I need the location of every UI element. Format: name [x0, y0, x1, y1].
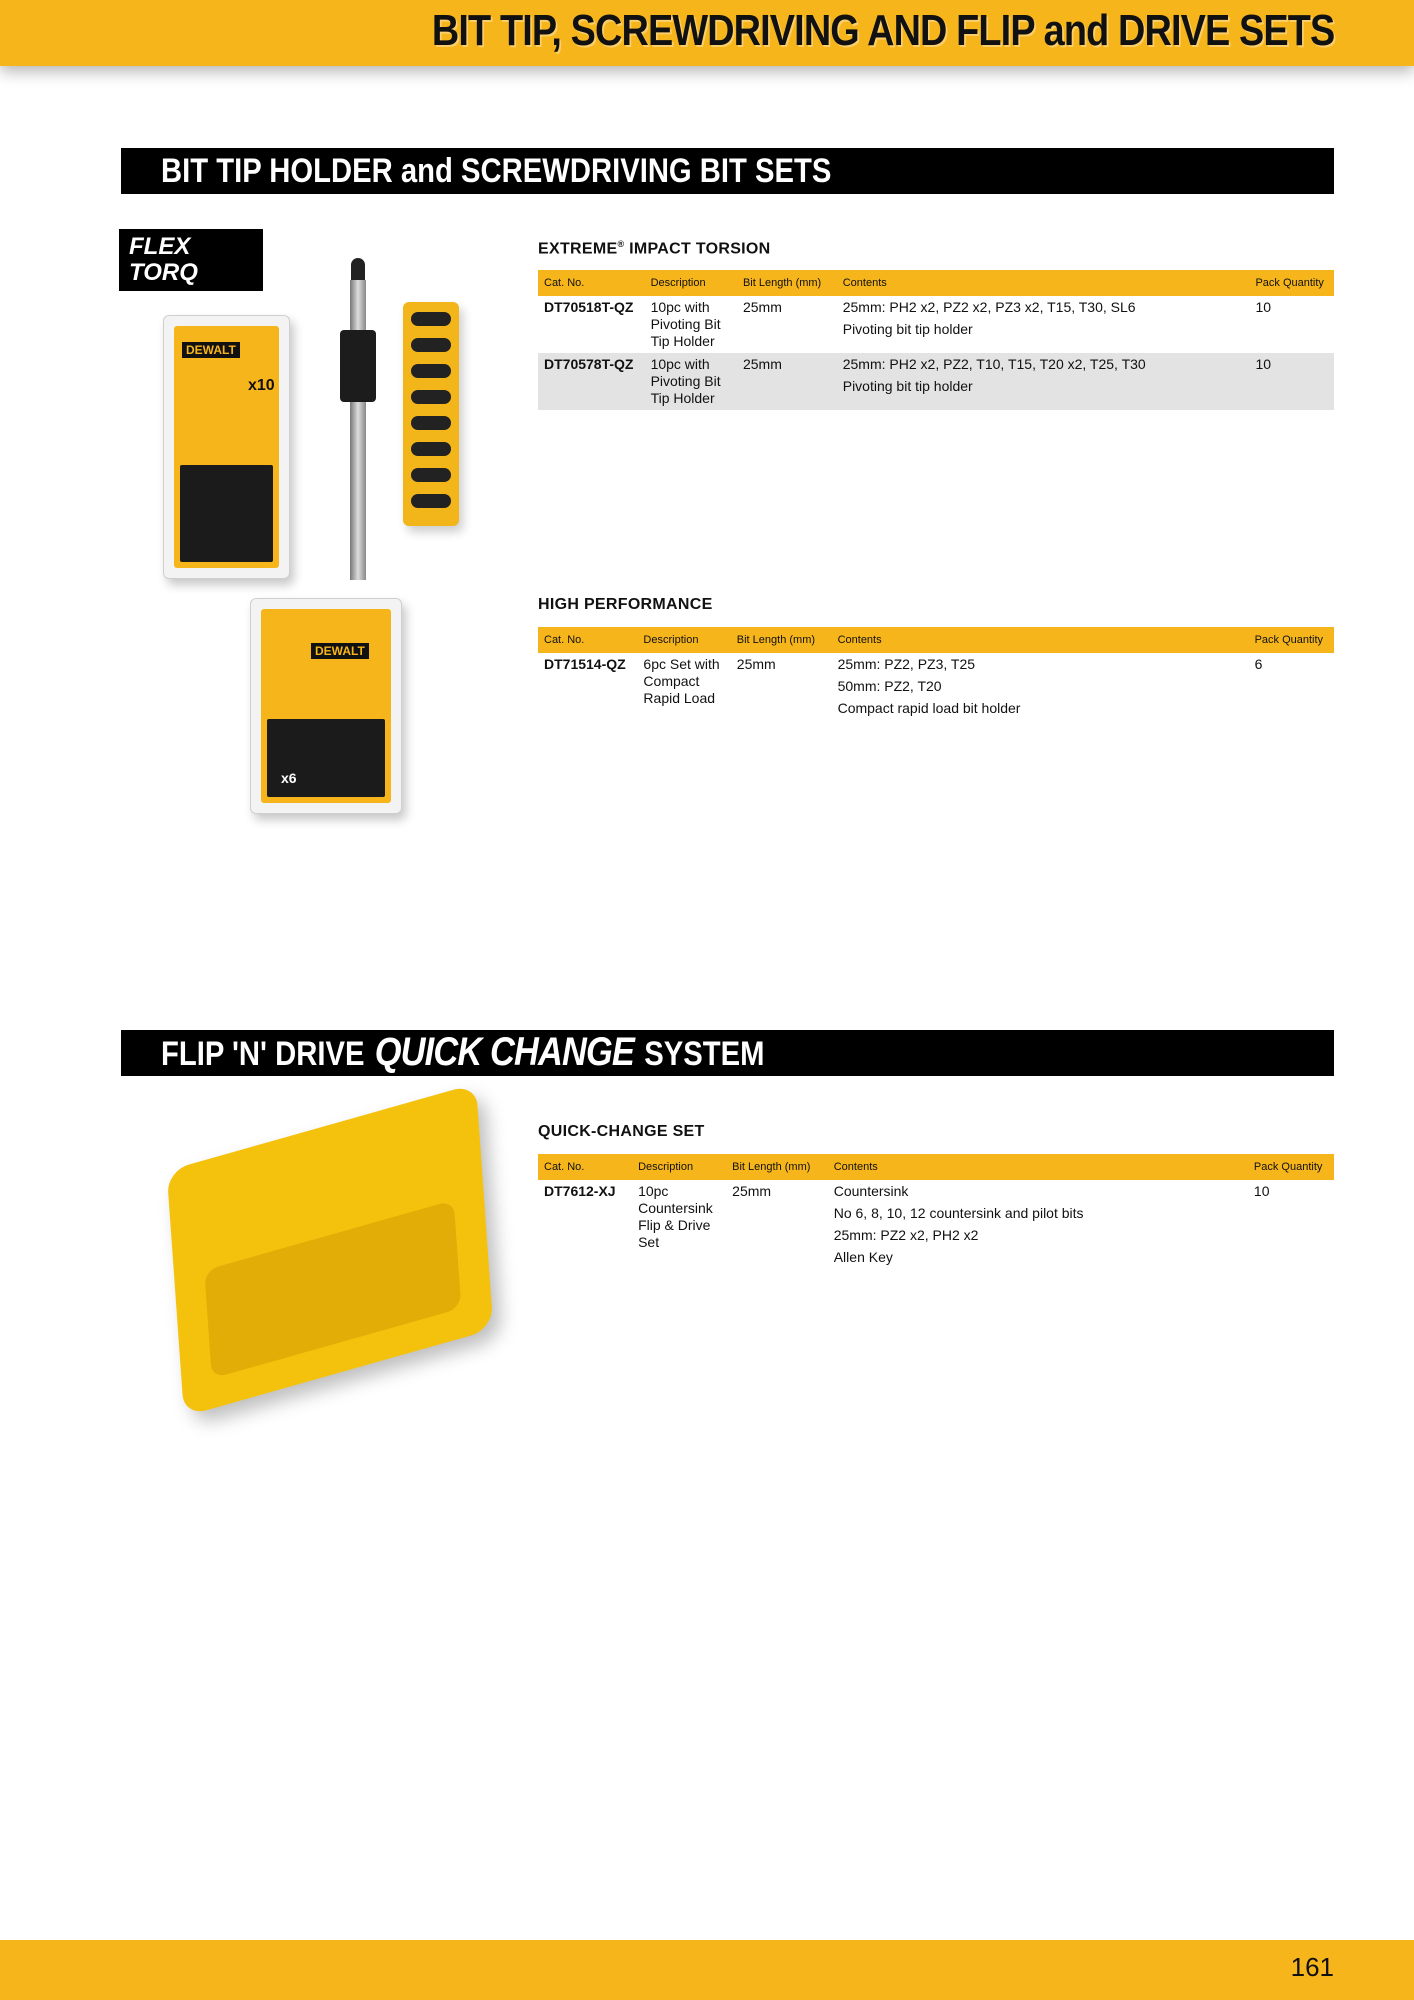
bit-holder-collar: [340, 330, 376, 402]
logo-line-1: FLEX: [129, 233, 191, 260]
contents-line: Countersink: [833, 1183, 909, 1199]
contents-line: No 6, 8, 10, 12 countersink and pilot bits: [833, 1205, 1084, 1221]
cell-description: 10pc Countersink Flip & Drive Set: [638, 1183, 713, 1250]
bit: [411, 416, 451, 430]
spec-table-high-performance: [538, 627, 1334, 725]
spec-table-extreme: [538, 270, 1334, 410]
product-image-pack-6: [250, 598, 402, 814]
cell-cat-no: DT70578T-QZ: [538, 353, 645, 410]
bit: [411, 364, 451, 378]
contents-line: 25mm: PZ2, PZ3, T25: [837, 656, 976, 672]
page-number: 161: [1290, 1952, 1334, 1982]
flextorq-logo: [119, 229, 263, 291]
contents-line: 25mm: PZ2 x2, PH2 x2: [833, 1227, 979, 1243]
product-image-quick-change-case: [167, 1083, 494, 1416]
cell-contents: [837, 353, 1250, 410]
table-row: [538, 1180, 1334, 1274]
case-tray: [204, 1200, 461, 1379]
col-header-bit-length: Bit Length (mm): [737, 270, 837, 296]
group-heading-high-performance: HIGH PERFORMANCE: [538, 596, 713, 613]
cell-bit-length: 25mm: [737, 353, 837, 410]
contents-line: Allen Key: [833, 1249, 893, 1265]
cell-contents: [828, 1180, 1248, 1274]
cell-pack-quantity: 10: [1249, 353, 1334, 410]
contents-line: Pivoting bit tip holder: [842, 378, 973, 394]
group-heading-extreme: [538, 239, 771, 258]
table-row: [538, 296, 1334, 353]
col-header-contents: Contents: [832, 627, 1249, 653]
cell-cat-no: DT7612-XJ: [544, 1183, 616, 1199]
cell-cat-no: DT71514-QZ: [544, 656, 626, 672]
product-image-pack-10: [163, 315, 290, 579]
col-header-bit-length: Bit Length (mm): [731, 627, 832, 653]
bit: [411, 442, 451, 456]
pack-count-label: x6: [281, 770, 297, 786]
cell-bit-length: 25mm: [742, 299, 782, 315]
col-header-pack-quantity: Pack Quantity: [1249, 270, 1334, 296]
contents-line: Pivoting bit tip holder: [842, 321, 973, 337]
pack-brand-label: DEWALT: [311, 643, 369, 659]
bit: [411, 494, 451, 508]
col-header-description: Description: [632, 1154, 726, 1180]
footer-band: [0, 1940, 1414, 2000]
col-header-contents: Contents: [828, 1154, 1248, 1180]
section-bar-flip-n-drive: [121, 1030, 1334, 1076]
table-row: [538, 653, 1334, 725]
col-header-pack-quantity: Pack Quantity: [1248, 1154, 1334, 1180]
contents-line: 25mm: PH2 x2, PZ2 x2, PZ3 x2, T15, T30, SL6: [842, 299, 1136, 315]
section-title-part-c: SYSTEM: [644, 1035, 765, 1073]
section-bar-bit-tip-holder: [121, 148, 1334, 194]
col-header-contents: Contents: [837, 270, 1250, 296]
cell-description: 10pc with Pivoting Bit Tip Holder: [650, 299, 721, 349]
contents-line: Compact rapid load bit holder: [837, 700, 1021, 716]
cell-pack-quantity: 10: [1253, 1183, 1270, 1199]
pack-card: [174, 326, 279, 568]
bit: [411, 468, 451, 482]
top-banner: [0, 0, 1414, 66]
table-header-row: [538, 1154, 1334, 1180]
bit: [411, 390, 451, 404]
cell-contents: [837, 296, 1250, 353]
pack-window: [180, 465, 273, 562]
pack-count-label: x10: [248, 377, 275, 394]
logo-line-2: TORQ: [129, 259, 198, 286]
cell-description: 10pc with Pivoting Bit Tip Holder: [645, 353, 737, 410]
contents-line: 50mm: PZ2, T20: [837, 678, 942, 694]
col-header-cat-no: Cat. No.: [538, 1154, 632, 1180]
section-title-part-a: FLIP 'N' DRIVE: [161, 1035, 365, 1073]
group-heading-tail: IMPACT TORSION: [624, 240, 771, 258]
table-row: [538, 353, 1334, 410]
cell-description: 6pc Set with Compact Rapid Load: [643, 656, 720, 706]
table-header-row: [538, 270, 1334, 296]
table-header-row: [538, 627, 1334, 653]
col-header-bit-length: Bit Length (mm): [726, 1154, 828, 1180]
col-header-cat-no: Cat. No.: [538, 627, 637, 653]
section-title-emphasis: QUICK CHANGE: [374, 1030, 634, 1074]
bit: [411, 312, 451, 326]
section-title: [161, 1030, 764, 1075]
group-heading-quick-change-set: QUICK-CHANGE SET: [538, 1123, 705, 1140]
page-title: BIT TIP, SCREWDRIVING AND FLIP and DRIVE SETS: [431, 6, 1334, 55]
section-title: BIT TIP HOLDER and SCREWDRIVING BIT SETS: [161, 152, 832, 190]
group-heading-text: EXTREME: [538, 240, 618, 258]
col-header-description: Description: [645, 270, 737, 296]
cell-bit-length: 25mm: [732, 1183, 772, 1199]
cell-pack-quantity: 6: [1254, 656, 1263, 672]
col-header-pack-quantity: Pack Quantity: [1249, 627, 1334, 653]
col-header-description: Description: [637, 627, 730, 653]
col-header-cat-no: Cat. No.: [538, 270, 645, 296]
bit: [411, 338, 451, 352]
contents-line: 25mm: PH2 x2, PZ2, T10, T15, T20 x2, T25, T30: [842, 356, 1146, 372]
spec-table-quick-change: [538, 1154, 1334, 1274]
pack-brand-label: DEWALT: [182, 342, 240, 358]
cell-cat-no: DT70518T-QZ: [544, 299, 634, 315]
cell-contents: [832, 653, 1249, 725]
cell-pack-quantity: 10: [1255, 299, 1272, 315]
cell-bit-length: 25mm: [736, 656, 776, 672]
registered-mark: ®: [617, 239, 625, 249]
bit-holder-shaft: [350, 280, 366, 580]
product-image-bit-strip: [403, 302, 459, 526]
